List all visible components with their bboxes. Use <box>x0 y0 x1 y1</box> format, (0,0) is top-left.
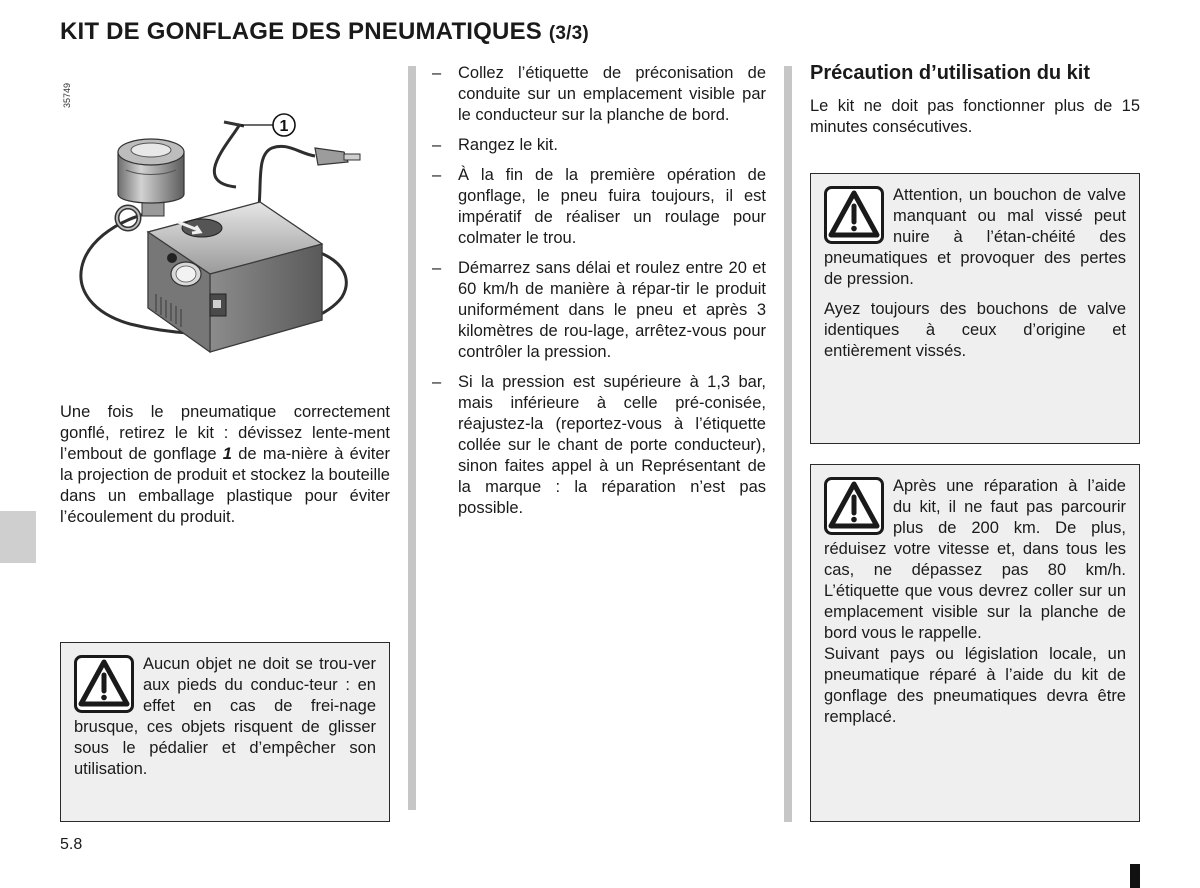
list-item-text: Rangez le kit. <box>458 136 558 154</box>
figure-reference-code: 35749 <box>62 82 72 108</box>
warning-text: Suivant pays ou législation locale, un pneumatique réparé à l’aide du kit de gonflage des pneumatiques devra être remplacé. <box>824 645 1126 726</box>
list-item <box>432 135 766 156</box>
steps-list <box>432 63 766 528</box>
tyre-inflation-compressor-illustration <box>60 62 390 382</box>
list-item <box>432 258 766 363</box>
list-item <box>432 63 766 126</box>
instructions-text-part2: de ma-nière à éviter la projection de produit et stockez la bouteille dans un emballage plastique pour éviter l’écoulement du produit. <box>60 445 390 526</box>
list-item-text: À la fin de la première opération de gonflage, le pneu fuira toujours, il est impératif de réaliser un roulage pour colmater le trou. <box>458 166 766 247</box>
instructions-paragraph <box>60 402 390 528</box>
page-edge-mark <box>1130 864 1140 888</box>
section-title: Précaution d’utilisation du kit <box>810 62 1091 84</box>
page-number: 5.8 <box>60 836 83 853</box>
warning-text: Après une réparation à l’aide du kit, il ne faut pas parcourir plus de 200 km. De plus, réduisez votre vitesse et, dans tous les cas, ne dépassez pas 80 km/h. L’étiquette que vous devrez coller sur un emplacement visible sur la planche de bord vous le rappelle. <box>824 477 1126 642</box>
chapter-side-tab <box>0 511 36 563</box>
page-title-main: KIT DE GONFLAGE DES PNEUMATIQUES <box>60 18 542 45</box>
warning-box-repair-limits <box>810 464 1140 822</box>
warning-text: Ayez toujours des bouchons de valve identiques à ceux d’origine et entièrement vissés. <box>824 300 1126 360</box>
page-title <box>60 18 589 46</box>
list-item <box>432 372 766 519</box>
page-title-suffix: (3/3) <box>548 23 589 44</box>
list-bullet: – <box>432 166 442 184</box>
list-item-text: Collez l’étiquette de préconisation de conduite sur un emplacement visible par le conducteur sur la planche de bord. <box>458 64 766 124</box>
warning-triangle-icon <box>74 655 134 713</box>
list-item <box>432 165 766 249</box>
warning-box-pedals <box>60 642 390 822</box>
list-item-text: Démarrez sans délai et roulez entre 20 et 60 km/h de manière à répar-tir le produit uniformément dans le pneu et après 3 kilomètres de rou-lage, arrêtez-vous pour contrôler la pression. <box>458 259 766 361</box>
list-bullet: – <box>432 259 442 277</box>
list-item-text: Si la pression est supérieure à 1,3 bar, mais inférieure à celle pré-conisée, réajustez-la (reportez-vous à l’étiquette collée sur le chant de porte conducteur), sinon faites appel à un Représentant de la marque : la réparation n’est pas possible. <box>458 373 766 517</box>
column-divider-left <box>408 66 416 810</box>
warning-box-valve-caps <box>810 173 1140 444</box>
list-bullet: – <box>432 373 442 391</box>
warning-text: Attention, un bouchon de valve manquant ou mal vissé peut nuire à l’étan-chéité des pneumatiques et provoquer des pertes de pression. <box>824 186 1126 288</box>
list-bullet: – <box>432 64 442 82</box>
warning-triangle-icon <box>824 186 884 244</box>
column-divider-right <box>784 66 792 822</box>
instructions-text-part1: Une fois le pneumatique correctement gonflé, retirez le kit : dévissez lente-ment l’embout de gonflage <box>60 403 390 463</box>
usage-paragraph: Le kit ne doit pas fonctionner plus de 15 minutes consécutives. <box>810 97 1140 136</box>
callout-reference: 1 <box>222 445 232 463</box>
figure-callout-label: 1 <box>279 118 289 135</box>
warning-text: Aucun objet ne doit se trou-ver aux pieds du conduc-teur : en effet en cas de frei-nage brusque, ces objets risquent de glisser sous le pédalier et d’empêcher son utilisation. <box>74 655 376 778</box>
list-bullet: – <box>432 136 442 154</box>
warning-triangle-icon <box>824 477 884 535</box>
